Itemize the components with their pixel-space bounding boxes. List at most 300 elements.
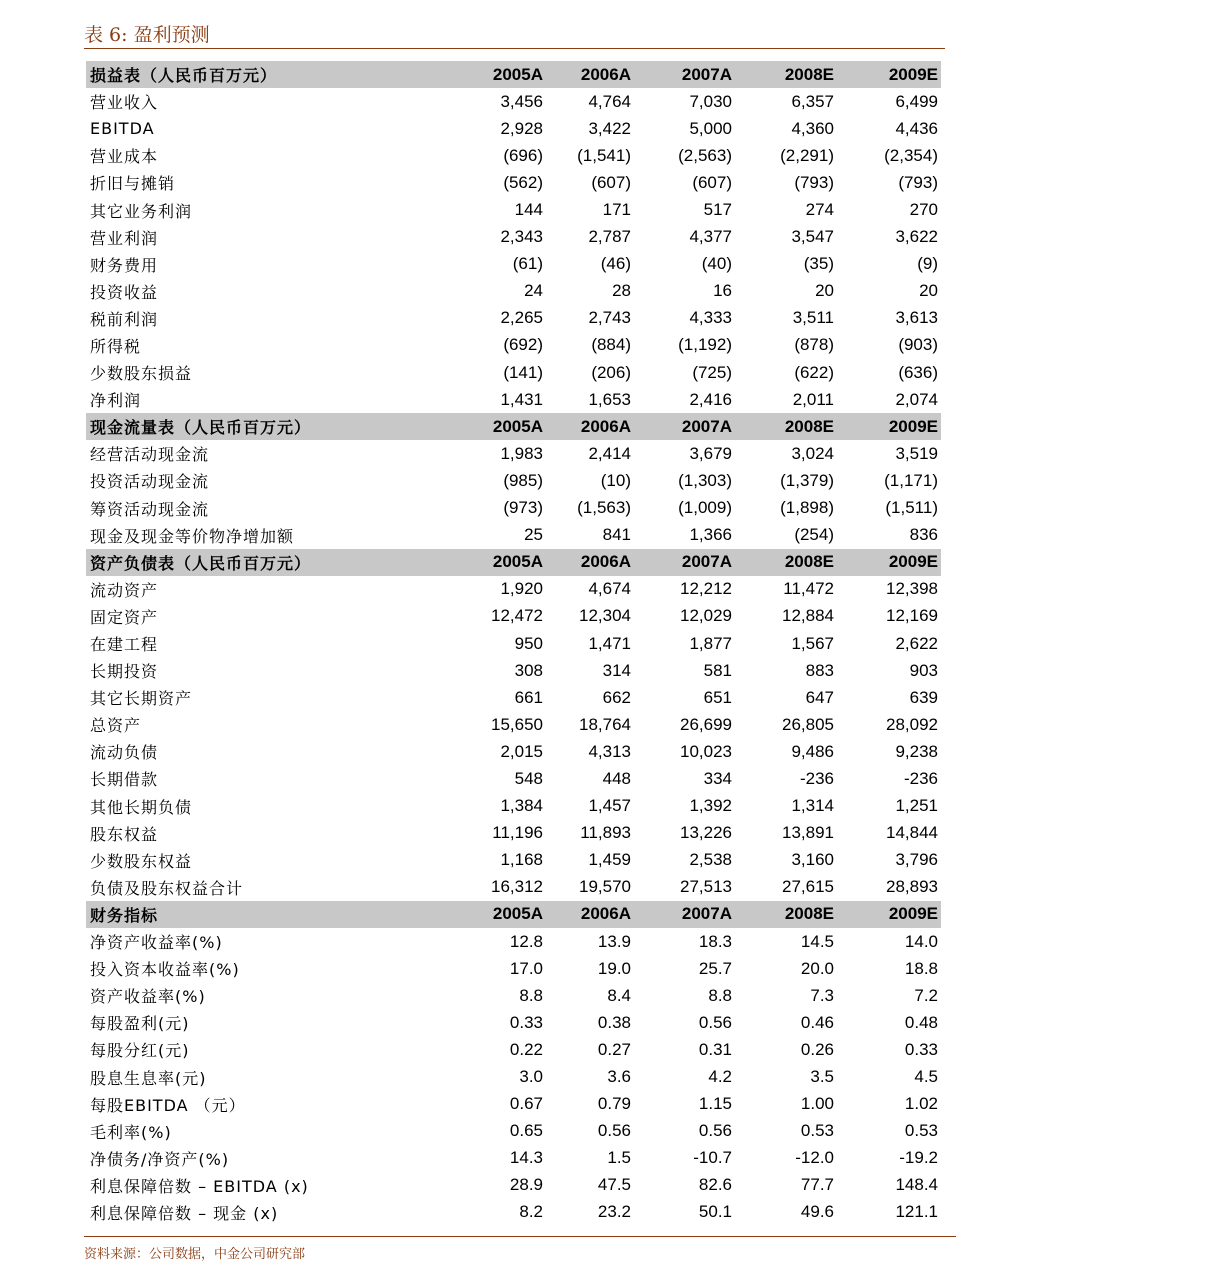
value-cell: 3.6: [607, 1067, 631, 1087]
value-cell: 28.9: [509, 1175, 543, 1195]
table-row: [86, 224, 941, 251]
value-cell: (2,354): [884, 145, 938, 165]
table-row: [86, 88, 941, 115]
value-cell: 4.5: [914, 1067, 938, 1087]
table-row: [86, 738, 941, 765]
value-cell: 1,471: [588, 633, 631, 653]
value-cell: 18,764: [579, 714, 631, 734]
value-cell: 0.27: [597, 1039, 631, 1059]
value-cell: (884): [591, 335, 631, 355]
value-cell: 0.38: [597, 1012, 631, 1032]
row-label: 长期投资: [90, 662, 159, 682]
table-row: [86, 765, 941, 792]
value-cell: 12.8: [509, 931, 543, 951]
row-label: 流动资产: [90, 580, 159, 600]
row-label: 投资收益: [90, 282, 159, 302]
value-cell: (1,192): [678, 335, 732, 355]
value-cell: 14.0: [904, 931, 938, 951]
value-cell: -10.7: [693, 1148, 732, 1168]
row-label: EBITDA: [90, 119, 155, 139]
value-cell: (1,898): [780, 498, 834, 518]
value-cell: (254): [794, 525, 834, 545]
value-cell: 0.48: [904, 1012, 938, 1032]
row-label: 每股EBITDA （元）: [90, 1095, 246, 1115]
value-cell: (2,291): [780, 145, 834, 165]
value-cell: (2,563): [678, 145, 732, 165]
value-cell: 1,920: [500, 579, 543, 599]
value-cell: 4,764: [588, 91, 631, 111]
table-row: [86, 820, 941, 847]
value-cell: (622): [794, 362, 834, 382]
year-header: 2007A: [634, 901, 735, 928]
value-cell: 4,377: [689, 227, 732, 247]
row-label: 股东权益: [90, 824, 159, 844]
row-label: 流动负债: [90, 743, 159, 763]
value-cell: 1.02: [904, 1094, 938, 1114]
value-cell: (10): [600, 470, 631, 490]
value-cell: -12.0: [795, 1148, 834, 1168]
value-cell: 8.8: [519, 985, 543, 1005]
value-cell: 20: [919, 281, 938, 301]
table-row: [86, 305, 941, 332]
value-cell: 17.0: [509, 958, 543, 978]
section-header-row: [86, 413, 941, 440]
value-cell: (725): [692, 362, 732, 382]
value-cell: 0.33: [509, 1012, 543, 1032]
value-cell: 0.79: [597, 1094, 631, 1114]
value-cell: 27,615: [782, 877, 834, 897]
year-header: 2009E: [837, 549, 941, 576]
year-header: 2008E: [735, 549, 837, 576]
value-cell: 6,499: [895, 91, 938, 111]
section-header-row: [86, 61, 941, 88]
value-cell: 0.26: [800, 1039, 834, 1059]
year-header: 2007A: [634, 413, 735, 440]
value-cell: 2,265: [500, 308, 543, 328]
value-cell: 4,313: [588, 741, 631, 761]
value-cell: 1,567: [791, 633, 834, 653]
value-cell: 15,650: [491, 714, 543, 734]
value-cell: 12,212: [680, 579, 732, 599]
value-cell: 0.56: [698, 1012, 732, 1032]
value-cell: 13.9: [597, 931, 631, 951]
row-label: 所得税: [90, 336, 142, 356]
year-header: 2009E: [837, 61, 941, 88]
value-cell: 14.3: [509, 1148, 543, 1168]
value-cell: 581: [703, 660, 732, 680]
row-label: 税前利润: [90, 309, 159, 329]
value-cell: 950: [514, 633, 543, 653]
table-row: [86, 359, 941, 386]
value-cell: 4,360: [791, 118, 834, 138]
value-cell: 25.7: [698, 958, 732, 978]
value-cell: 0.22: [509, 1039, 543, 1059]
value-cell: 2,622: [895, 633, 938, 653]
row-label: 每股盈利(元): [90, 1014, 190, 1034]
value-cell: (636): [898, 362, 938, 382]
year-header: 2006A: [546, 61, 634, 88]
title-divider: [84, 48, 945, 49]
table-row: [86, 115, 941, 142]
row-label: 利息保障倍数 – 现金 (x): [90, 1203, 279, 1223]
value-cell: -236: [799, 768, 834, 788]
value-cell: (1,379): [780, 470, 834, 490]
row-label: 筹资活动现金流: [90, 499, 210, 519]
table-row: [86, 657, 941, 684]
table-row: [86, 576, 941, 603]
value-cell: -236: [903, 768, 938, 788]
table-row: [86, 495, 941, 522]
value-cell: 2,416: [689, 389, 732, 409]
value-cell: (903): [898, 335, 938, 355]
value-cell: 3.5: [810, 1067, 834, 1087]
row-label: 营业收入: [90, 93, 159, 113]
year-header: 2008E: [735, 413, 837, 440]
table-row: [86, 467, 941, 494]
value-cell: 19.0: [597, 958, 631, 978]
row-label: 财务费用: [90, 255, 159, 275]
row-label: 毛利率(%): [90, 1122, 172, 1142]
value-cell: (985): [503, 470, 543, 490]
value-cell: 26,699: [680, 714, 732, 734]
row-label: 其它长期资产: [90, 689, 193, 709]
table-row: [86, 278, 941, 305]
row-label: 净资产收益率(%): [90, 933, 223, 953]
value-cell: 8.4: [607, 985, 631, 1005]
value-cell: 13,891: [782, 823, 834, 843]
value-cell: 11,472: [783, 579, 834, 599]
value-cell: 50.1: [698, 1202, 732, 1222]
value-cell: 171: [602, 200, 631, 220]
table-row: [86, 196, 941, 223]
value-cell: (696): [503, 145, 543, 165]
value-cell: 2,928: [500, 118, 543, 138]
value-cell: 1,366: [689, 525, 732, 545]
value-cell: 1,457: [588, 796, 631, 816]
value-cell: 144: [514, 200, 543, 220]
value-cell: 28,092: [886, 714, 938, 734]
value-cell: 841: [602, 525, 631, 545]
table-row: [86, 630, 941, 657]
value-cell: 1,392: [689, 796, 732, 816]
value-cell: 23.2: [597, 1202, 631, 1222]
row-label: 现金及现金等价物净增加额: [90, 526, 295, 546]
value-cell: 77.7: [800, 1175, 834, 1195]
value-cell: 639: [909, 687, 938, 707]
value-cell: 1,314: [791, 796, 834, 816]
value-cell: 12,304: [579, 606, 631, 626]
value-cell: 651: [703, 687, 732, 707]
value-cell: 2,414: [588, 443, 631, 463]
value-cell: 883: [805, 660, 834, 680]
section-header-label: 资产负债表（人民币百万元）: [86, 549, 446, 576]
value-cell: 14.5: [800, 931, 834, 951]
value-cell: 3,547: [791, 227, 834, 247]
section-header-label: 财务指标: [86, 901, 446, 928]
table-row: [86, 928, 941, 955]
value-cell: (1,171): [884, 470, 938, 490]
value-cell: 25: [524, 525, 543, 545]
row-label: 负债及股东权益合计: [90, 878, 244, 898]
value-cell: 7,030: [689, 91, 732, 111]
source-note: 资料来源：公司数据，中金公司研究部: [84, 1247, 306, 1262]
table-row: [86, 955, 941, 982]
table-row: [86, 1172, 941, 1199]
value-cell: 3,679: [689, 443, 732, 463]
value-cell: 8.2: [519, 1202, 543, 1222]
value-cell: 3,422: [588, 118, 631, 138]
value-cell: (1,511): [885, 498, 938, 518]
value-cell: 1.5: [607, 1148, 631, 1168]
value-cell: 5,000: [689, 118, 732, 138]
value-cell: 4,333: [689, 308, 732, 328]
value-cell: 3,024: [791, 443, 834, 463]
row-label: 其他长期负债: [90, 797, 193, 817]
value-cell: (607): [591, 172, 631, 192]
value-cell: 7.2: [914, 985, 938, 1005]
value-cell: 1,877: [689, 633, 732, 653]
value-cell: 1,384: [500, 796, 543, 816]
year-header: 2007A: [634, 549, 735, 576]
value-cell: 3.0: [519, 1067, 543, 1087]
value-cell: 28: [612, 281, 631, 301]
section-header-label: 现金流量表（人民币百万元）: [86, 413, 446, 440]
value-cell: 274: [805, 200, 834, 220]
value-cell: 270: [909, 200, 938, 220]
row-label: 利息保障倍数 – EBITDA (x): [90, 1176, 309, 1196]
section-header-row: [86, 901, 941, 928]
year-header: 2009E: [837, 413, 941, 440]
value-cell: 3,796: [895, 850, 938, 870]
value-cell: (607): [692, 172, 732, 192]
value-cell: (1,303): [678, 470, 732, 490]
value-cell: (46): [600, 254, 631, 274]
table-row: [86, 793, 941, 820]
value-cell: 26,805: [782, 714, 834, 734]
table-row: [86, 1009, 941, 1036]
value-cell: (692): [503, 335, 543, 355]
value-cell: 3,613: [895, 308, 938, 328]
row-label: 每股分红(元): [90, 1041, 190, 1061]
table-title: 表 6: 盈利预测: [84, 24, 210, 46]
value-cell: 49.6: [800, 1202, 834, 1222]
row-label: 总资产: [90, 716, 142, 736]
value-cell: 548: [514, 768, 543, 788]
row-label: 经营活动现金流: [90, 445, 210, 465]
value-cell: 2,538: [689, 850, 732, 870]
value-cell: (973): [503, 498, 543, 518]
value-cell: 14,844: [886, 823, 938, 843]
table-row: [86, 1118, 941, 1145]
value-cell: 8.8: [708, 985, 732, 1005]
value-cell: (562): [503, 172, 543, 192]
year-header: 2009E: [837, 901, 941, 928]
section-header-row: [86, 549, 941, 576]
value-cell: 3,622: [895, 227, 938, 247]
year-header: 2006A: [546, 413, 634, 440]
value-cell: 28,893: [886, 877, 938, 897]
table-row: [86, 982, 941, 1009]
row-label: 净债务/净资产(%): [90, 1149, 230, 1169]
table-row: [86, 1091, 941, 1118]
value-cell: 1,983: [500, 443, 543, 463]
value-cell: 334: [703, 768, 732, 788]
year-header: 2008E: [735, 901, 837, 928]
value-cell: 1.15: [698, 1094, 732, 1114]
value-cell: 6,357: [791, 91, 834, 111]
value-cell: 3,511: [792, 308, 834, 328]
value-cell: 24: [524, 281, 543, 301]
row-label: 其它业务利润: [90, 201, 193, 221]
value-cell: 2,787: [588, 227, 631, 247]
year-header: 2005A: [446, 413, 546, 440]
table-row: [86, 522, 941, 549]
table-row: [86, 874, 941, 901]
value-cell: 1.00: [800, 1094, 834, 1114]
value-cell: 4,674: [588, 579, 631, 599]
row-label: 长期借款: [90, 770, 159, 790]
value-cell: 47.5: [597, 1175, 631, 1195]
value-cell: 4,436: [895, 118, 938, 138]
year-header: 2008E: [735, 61, 837, 88]
value-cell: 0.56: [597, 1121, 631, 1141]
value-cell: 0.67: [509, 1094, 543, 1114]
value-cell: 12,884: [782, 606, 834, 626]
value-cell: 448: [602, 768, 631, 788]
value-cell: (9): [917, 254, 938, 274]
table-body: [86, 61, 941, 1226]
year-header: 2006A: [546, 549, 634, 576]
section-header-label: 损益表（人民币百万元）: [86, 61, 446, 88]
row-label: 在建工程: [90, 635, 159, 655]
value-cell: 3,456: [500, 91, 543, 111]
table-row: [86, 169, 941, 196]
table-row: [86, 1199, 941, 1226]
row-label: 少数股东权益: [90, 851, 193, 871]
value-cell: 836: [909, 525, 938, 545]
row-label: 营业利润: [90, 228, 159, 248]
value-cell: (61): [512, 254, 543, 274]
value-cell: 7.3: [810, 985, 834, 1005]
year-header: 2005A: [446, 61, 546, 88]
value-cell: -19.2: [899, 1148, 938, 1168]
row-label: 固定资产: [90, 607, 159, 627]
value-cell: 18.3: [698, 931, 732, 951]
value-cell: 12,472: [491, 606, 543, 626]
row-label: 折旧与摊销: [90, 174, 176, 194]
table-row: [86, 1145, 941, 1172]
value-cell: 12,029: [680, 606, 732, 626]
value-cell: 82.6: [698, 1175, 732, 1195]
table-row: [86, 440, 941, 467]
year-header: 2005A: [446, 901, 546, 928]
value-cell: 2,074: [895, 389, 938, 409]
value-cell: (40): [701, 254, 732, 274]
value-cell: 3,160: [791, 850, 834, 870]
value-cell: 121.1: [895, 1202, 938, 1222]
value-cell: 20: [815, 281, 834, 301]
year-header: 2006A: [546, 901, 634, 928]
value-cell: 1,168: [500, 850, 543, 870]
value-cell: 20.0: [800, 958, 834, 978]
value-cell: 4.2: [708, 1067, 732, 1087]
row-label: 资产收益率(%): [90, 987, 206, 1007]
value-cell: 314: [602, 660, 631, 680]
value-cell: 0.65: [509, 1121, 543, 1141]
value-cell: 903: [909, 660, 938, 680]
value-cell: 1,459: [588, 850, 631, 870]
value-cell: 2,015: [500, 741, 543, 761]
value-cell: 18.8: [904, 958, 938, 978]
value-cell: 10,023: [680, 741, 732, 761]
value-cell: 2,743: [588, 308, 631, 328]
year-header: 2007A: [634, 61, 735, 88]
row-label: 投资活动现金流: [90, 472, 210, 492]
value-cell: (793): [898, 172, 938, 192]
value-cell: 9,486: [791, 741, 834, 761]
value-cell: 0.33: [904, 1039, 938, 1059]
value-cell: 2,343: [500, 227, 543, 247]
row-label: 净利润: [90, 391, 142, 411]
table-row: [86, 847, 941, 874]
value-cell: 148.4: [895, 1175, 938, 1195]
row-label: 少数股东损益: [90, 364, 193, 384]
value-cell: 19,570: [579, 877, 631, 897]
value-cell: 12,398: [886, 579, 938, 599]
value-cell: 16: [713, 281, 732, 301]
value-cell: 308: [514, 660, 543, 680]
value-cell: (206): [591, 362, 631, 382]
value-cell: 1,251: [895, 796, 938, 816]
value-cell: 27,513: [680, 877, 732, 897]
value-cell: 0.53: [800, 1121, 834, 1141]
bottom-divider: [84, 1236, 956, 1237]
value-cell: (141): [503, 362, 543, 382]
value-cell: 12,169: [886, 606, 938, 626]
value-cell: (793): [794, 172, 834, 192]
value-cell: 1,653: [588, 389, 631, 409]
year-header: 2005A: [446, 549, 546, 576]
row-label: 投入资本收益率(%): [90, 960, 240, 980]
value-cell: 661: [514, 687, 543, 707]
table-row: [86, 386, 941, 413]
value-cell: 9,238: [895, 741, 938, 761]
table-row: [86, 711, 941, 738]
value-cell: (1,541): [577, 145, 631, 165]
financial-forecast-table: [86, 61, 941, 1226]
value-cell: 647: [805, 687, 834, 707]
row-label: 股息生息率(元): [90, 1068, 207, 1088]
value-cell: (1,009): [678, 498, 732, 518]
value-cell: 16,312: [491, 877, 543, 897]
value-cell: 0.53: [904, 1121, 938, 1141]
value-cell: 517: [703, 200, 732, 220]
table-row: [86, 603, 941, 630]
table-row: [86, 1036, 941, 1063]
table-row: [86, 332, 941, 359]
value-cell: 2,011: [792, 389, 834, 409]
value-cell: (35): [803, 254, 834, 274]
row-label: 营业成本: [90, 147, 159, 167]
value-cell: 662: [602, 687, 631, 707]
value-cell: 1,431: [500, 389, 543, 409]
value-cell: 13,226: [680, 823, 732, 843]
value-cell: 0.56: [698, 1121, 732, 1141]
table-row: [86, 142, 941, 169]
value-cell: 3,519: [895, 443, 938, 463]
value-cell: (1,563): [577, 498, 631, 518]
value-cell: 11,893: [580, 823, 631, 843]
